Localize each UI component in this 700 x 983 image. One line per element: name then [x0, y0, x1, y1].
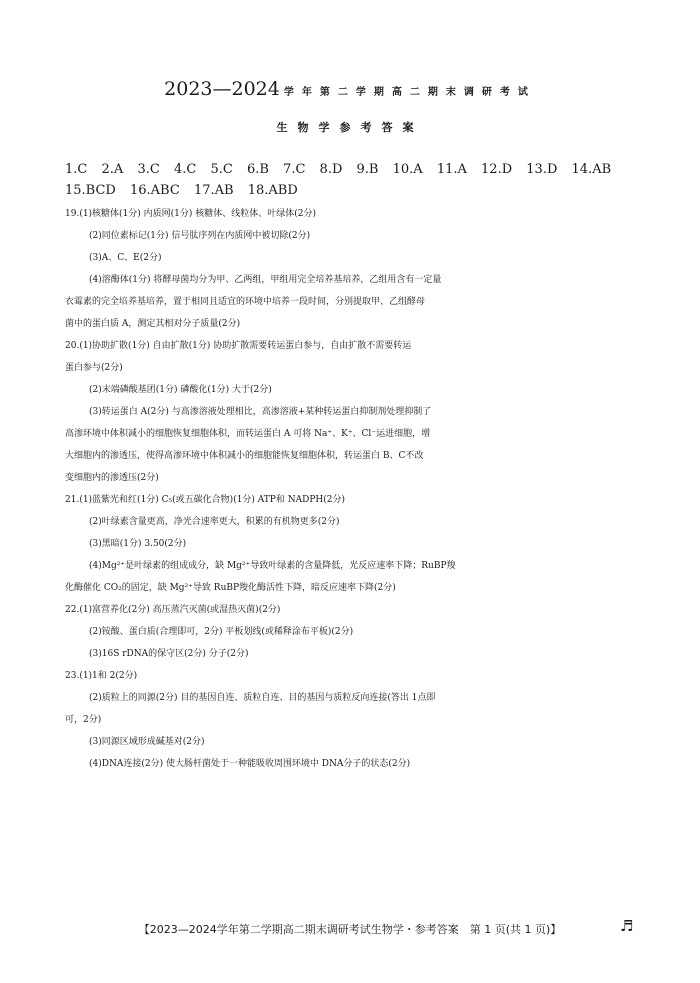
q20-line-1: 20.(1)协助扩散(1分) 自由扩散(1分) 协助扩散需要转运蛋白参与，自由扩散不需要转运	[65, 341, 412, 351]
q22-line-1: 22.(1)富营养化(2分) 高压蒸汽灭菌(或湿热灭菌)(2分)	[65, 605, 281, 615]
mc-answer: 2.A	[101, 162, 124, 177]
mc-answer: 9.B	[356, 162, 379, 177]
q23-line-4: (3)同源区域形成碱基对(2分)	[89, 737, 205, 747]
q20-line-7: 变细胞内的渗透压(2分)	[65, 473, 159, 483]
q20-line-2: 蛋白参与(2分)	[65, 363, 123, 373]
mc-answer: 11.A	[436, 162, 467, 177]
q19-line-4: (4)溶酶体(1分) 将酵母菌均分为甲、乙两组，甲组用完全培养基培养，乙组用含有一定量	[89, 275, 442, 285]
q19-line-5: 衣霉素的完全培养基培养，置于相同且适宜的环境中培养一段时间，分别提取甲、乙组酵母	[65, 297, 426, 307]
mc-answer: 4.C	[173, 162, 197, 177]
mc-answer: 14.AB	[571, 162, 612, 177]
mc-answers-row-2	[65, 183, 308, 198]
q19-line-3: (3)A、C、E(2分)	[89, 253, 162, 263]
q21-line-4: (4)Mg²⁺是叶绿素的组成成分，缺 Mg²⁺导致叶绿素的含量降低，光反应速率下降；RuBP羧	[89, 561, 456, 571]
q21-line-1: 21.(1)蓝紫光和红(1分) C₅(或五碳化合物)(1分) ATP和 NADPH(2分)	[65, 495, 345, 505]
q22-line-2: (2)铵酸、蛋白质(合理即可，2分) 平板划线(或稀释涂布平板)(2分)	[89, 627, 354, 637]
q20-line-5: 高渗环境中体积减小的细胞恢复细胞体积，而转运蛋白 A 可将 Na⁺、K⁺、Cl⁻运进细胞，增	[65, 429, 431, 439]
mc-answer: 1.C	[65, 162, 88, 177]
q23-line-3: 可，2分)	[65, 715, 102, 725]
mc-answer: 17.AB	[193, 183, 234, 198]
mc-answer: 12.D	[481, 162, 513, 177]
mc-answer: 5.C	[210, 162, 233, 177]
mc-answer: 3.C	[137, 162, 160, 177]
q20-line-6: 大细胞内的渗透压，使得高渗环境中体积减小的细胞能恢复细胞体积，转运蛋白 B、C不改	[65, 451, 424, 461]
q23-line-5: (4)DNA连接(2分) 使大肠杆菌处于一种能吸收周围环境中 DNA分子的状态(2分)	[89, 759, 411, 769]
q21-line-3: (3)黑暗(1分) 3.50(2分)	[89, 539, 187, 549]
mc-answer: 7.C	[283, 162, 306, 177]
q19-line-1: 19.(1)核糖体(1分) 内质网(1分) 核糖体、线粒体、叶绿体(2分)	[65, 209, 317, 219]
page-subtitle: 生物学参考答案	[276, 121, 424, 134]
title-year: 2023—2024	[164, 78, 280, 100]
mc-answer: 15.BCD	[65, 183, 116, 198]
q21-line-2: (2)叶绿素含量更高，净光合速率更大，积累的有机物更多(2分)	[89, 517, 340, 527]
music-note-icon: ♬	[620, 917, 634, 935]
mc-answer: 10.A	[392, 162, 423, 177]
mc-answer: 6.B	[246, 162, 269, 177]
q19-line-2: (2)同位素标记(1分) 信号肽序列在内质网中被切除(2分)	[89, 231, 311, 241]
page-title	[0, 78, 700, 100]
q23-line-1: 23.(1)1和 2(2分)	[65, 671, 138, 681]
q20-line-3: (2)末端磷酸基团(1分) 磷酸化(1分) 大于(2分)	[89, 385, 272, 395]
q20-line-4: (3)转运蛋白 A(2分) 与高渗溶液处理相比，高渗溶液+某种转运蛋白抑制剂处理抑制了	[89, 407, 432, 417]
title-rest: 学年第二学期高二期末调研考试	[283, 87, 536, 98]
mc-answer: 16.ABC	[129, 183, 180, 198]
mc-answer: 8.D	[319, 162, 343, 177]
q23-line-2: (2)质粒上的同源(2分) 目的基因自连、质粒自连、目的基因与质粒反向连接(答出 1点即	[89, 693, 436, 703]
q22-line-3: (3)16S rDNA的保守区(2分) 分子(2分)	[89, 649, 249, 659]
q19-line-6: 菌中的蛋白质 A，测定其相对分子质量(2分)	[65, 319, 241, 329]
page-footer: 【2023—2024学年第二学期高二期末调研考试生物学・参考答案 第 1 页(共 1 页)】	[138, 923, 562, 936]
mc-answers-row-1	[65, 162, 621, 177]
q21-line-5: 化酶催化 CO₂的固定，缺 Mg²⁺导致 RuBP羧化酶活性下降，暗反应速率下降(2分)	[65, 583, 396, 593]
mc-answer: 18.ABD	[247, 183, 298, 198]
mc-answer: 13.D	[526, 162, 558, 177]
